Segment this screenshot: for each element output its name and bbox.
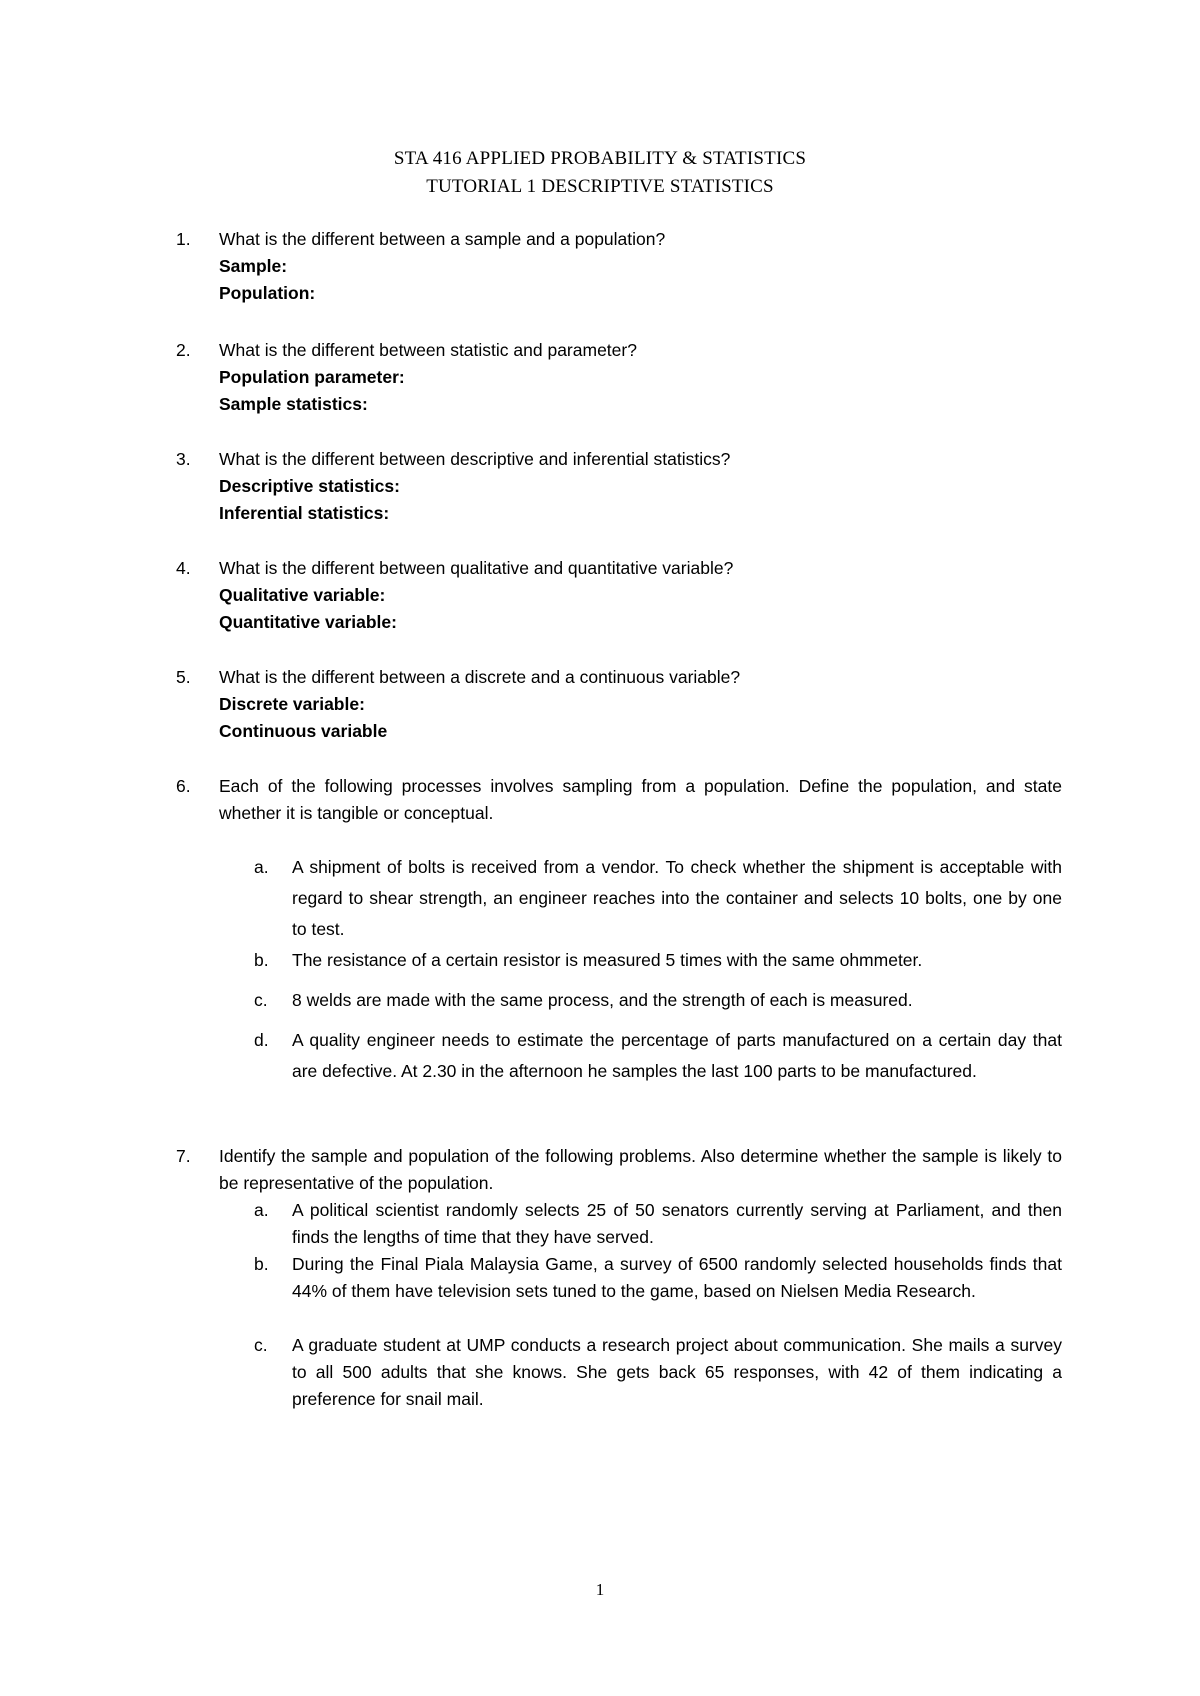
answer-label-sample-statistics: Sample statistics: <box>219 394 368 414</box>
question-text: What is the different between a sample and a population? <box>219 229 666 249</box>
document-subtitle: TUTORIAL 1 DESCRIPTIVE STATISTICS <box>426 176 774 197</box>
document-title: STA 416 APPLIED PROBABILITY & STATISTICS <box>393 148 807 169</box>
answer-label-continuous-variable: Continuous variable <box>219 721 388 741</box>
list-item-text: A political scientist randomly selects 25 of 50 senators currently serving at Parliament, and then finds the lengths of time that they have served. <box>292 1200 1062 1247</box>
answer-label-discrete-variable: Discrete variable: <box>219 694 365 714</box>
question-text: What is the different between statistic and parameter? <box>219 340 637 360</box>
question-number: 4. <box>176 558 191 578</box>
answer-label-descriptive-statistics: Descriptive statistics: <box>219 476 400 496</box>
answer-label-population-parameter: Population parameter: <box>219 367 405 387</box>
list-item <box>254 1251 1062 1305</box>
question-text: What is the different between a discrete and a continuous variable? <box>219 667 741 687</box>
list-item-label: a. <box>254 857 269 877</box>
question-text: What is the different between descriptive and inferential statistics? <box>219 449 731 469</box>
question-3 <box>176 446 1062 527</box>
list-item-label: c. <box>254 990 268 1010</box>
answer-label-qualitative-variable: Qualitative variable: <box>219 585 386 605</box>
list-item-label: a. <box>254 1200 269 1220</box>
question-4 <box>176 555 1062 636</box>
list-item <box>254 985 1062 1016</box>
list-item <box>254 852 1062 945</box>
list-item-text: A graduate student at UMP conducts a research project about communication. She mails a survey to all 500 adults that she knows. She gets back 65 responses, with 42 of them indicating a preference for snail mail. <box>292 1335 1062 1409</box>
list-item-text: The resistance of a certain resistor is measured 5 times with the same ohmmeter. <box>292 950 923 970</box>
question-text: Identify the sample and population of the following problems. Also determine whether the sample is likely to be representative of the population. <box>219 1146 1062 1193</box>
list-item-text: A shipment of bolts is received from a vendor. To check whether the shipment is acceptable with regard to shear strength, an engineer reaches into the container and selects 10 bolts, one by one to test. <box>292 857 1062 939</box>
list-item-text: During the Final Piala Malaysia Game, a survey of 6500 randomly selected households finds that 44% of them have television sets tuned to the game, based on Nielsen Media Research. <box>292 1254 1062 1301</box>
list-item-label: b. <box>254 1254 269 1274</box>
question-text: What is the different between qualitative and quantitative variable? <box>219 558 734 578</box>
question-number: 6. <box>176 776 191 796</box>
question-7 <box>176 1143 1062 1197</box>
question-5 <box>176 664 1062 745</box>
list-item <box>254 945 1062 976</box>
list-item-text: A quality engineer needs to estimate the percentage of parts manufactured on a certain day that are defective. At 2.30 in the afternoon he samples the last 100 parts to be manufactured. <box>292 1030 1062 1081</box>
list-item <box>254 1025 1062 1087</box>
answer-label-sample: Sample: <box>219 256 288 276</box>
page-number: 1 <box>595 1580 605 1599</box>
question-number: 7. <box>176 1146 191 1166</box>
question-number: 1. <box>176 229 191 249</box>
list-item-text: 8 welds are made with the same process, and the strength of each is measured. <box>292 990 913 1010</box>
question-1 <box>176 226 1062 307</box>
question-number: 3. <box>176 449 191 469</box>
list-item-label: d. <box>254 1030 269 1050</box>
question-2 <box>176 337 1062 418</box>
question-6 <box>176 773 1062 827</box>
list-item <box>254 1197 1062 1251</box>
question-text: Each of the following processes involves sampling from a population. Define the population, and state whether it is tangible or conceptual. <box>219 776 1062 823</box>
answer-label-quantitative-variable: Quantitative variable: <box>219 612 397 632</box>
list-item <box>254 1332 1062 1413</box>
question-number: 5. <box>176 667 191 687</box>
question-number: 2. <box>176 340 191 360</box>
list-item-label: c. <box>254 1335 268 1355</box>
list-item-label: b. <box>254 950 269 970</box>
answer-label-population: Population: <box>219 283 316 303</box>
answer-label-inferential-statistics: Inferential statistics: <box>219 503 390 523</box>
